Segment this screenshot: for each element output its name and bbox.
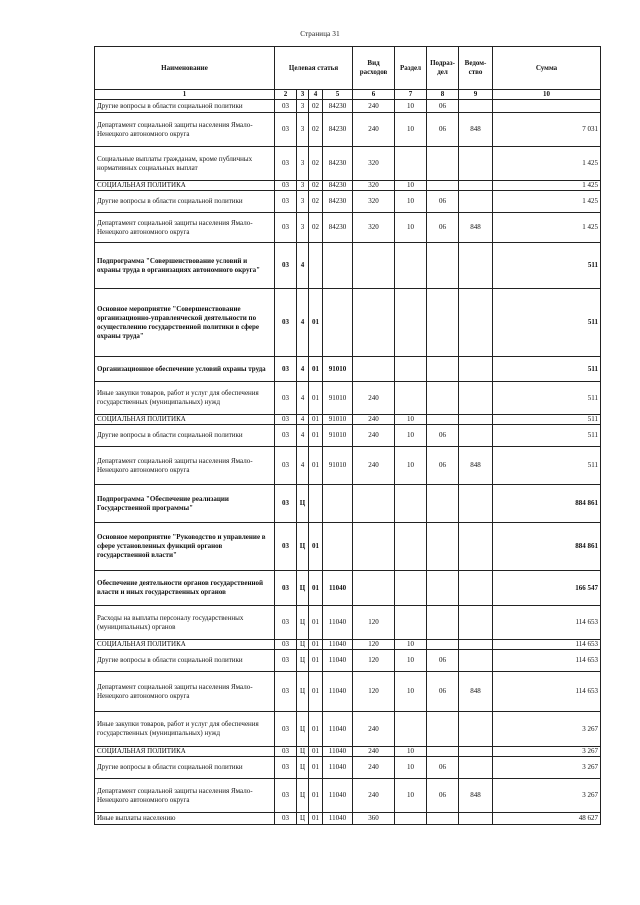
row-name: Организационное обеспечение условий охраны труда	[95, 357, 275, 382]
table-row	[95, 243, 601, 289]
sum-cell: 511	[493, 415, 601, 425]
department-cell	[459, 650, 493, 672]
target-code-subprogram: Ц	[297, 672, 309, 712]
target-code-subprogram: 3	[297, 213, 309, 243]
expense-type-cell: 360	[353, 813, 395, 825]
col-number: 7	[395, 90, 427, 100]
target-code-direction: 84230	[323, 213, 353, 243]
sum-cell: 3 267	[493, 757, 601, 779]
row-name: Обеспечение деятельности органов государственной власти и иных государственных органов	[95, 571, 275, 606]
row-name: Департамент социальной защиты населения Ямало-Ненецкого автономного округа	[95, 447, 275, 485]
header-section: Раздел	[395, 47, 427, 90]
section-cell: 10	[395, 415, 427, 425]
header-target-article: Целевая статья	[275, 47, 353, 90]
target-code-measure: 01	[309, 757, 323, 779]
department-cell	[459, 181, 493, 191]
target-code-program: 03	[275, 100, 297, 113]
table-row	[95, 672, 601, 712]
target-code-direction: 91010	[323, 382, 353, 415]
target-code-measure: 01	[309, 357, 323, 382]
expense-type-cell: 120	[353, 650, 395, 672]
expense-type-cell	[353, 357, 395, 382]
target-code-direction: 11040	[323, 712, 353, 747]
expense-type-cell	[353, 485, 395, 523]
target-code-measure: 02	[309, 100, 323, 113]
expense-type-cell: 240	[353, 100, 395, 113]
target-code-measure: 01	[309, 672, 323, 712]
target-code-direction: 11040	[323, 747, 353, 757]
department-cell	[459, 100, 493, 113]
expense-type-cell	[353, 289, 395, 357]
target-code-direction: 84230	[323, 147, 353, 181]
expense-type-cell: 240	[353, 113, 395, 147]
subsection-cell: 06	[427, 447, 459, 485]
subsection-cell: 06	[427, 191, 459, 213]
row-name: Иные закупки товаров, работ и услуг для обеспечения государственных (муниципальных) нужд	[95, 382, 275, 415]
target-code-subprogram: 4	[297, 289, 309, 357]
target-code-direction: 91010	[323, 447, 353, 485]
subsection-cell: 06	[427, 757, 459, 779]
row-name: Департамент социальной защиты населения Ямало-Ненецкого автономного округа	[95, 672, 275, 712]
target-code-measure: 02	[309, 181, 323, 191]
subsection-cell	[427, 357, 459, 382]
header-expense-type: Вид расходов	[353, 47, 395, 90]
subsection-cell	[427, 147, 459, 181]
section-cell: 10	[395, 113, 427, 147]
target-code-measure: 01	[309, 640, 323, 650]
header-department: Ведом-ство	[459, 47, 493, 90]
subsection-cell	[427, 606, 459, 640]
row-name: Департамент социальной защиты населения Ямало-Ненецкого автономного округа	[95, 213, 275, 243]
target-code-measure	[309, 485, 323, 523]
department-cell	[459, 191, 493, 213]
target-code-subprogram: Ц	[297, 571, 309, 606]
row-name: Основное мероприятие "Руководство и управление в сфере установленных функций органов государственной власти"	[95, 523, 275, 571]
row-name: СОЦИАЛЬНАЯ ПОЛИТИКА	[95, 415, 275, 425]
section-cell: 10	[395, 100, 427, 113]
sum-cell: 114 653	[493, 650, 601, 672]
target-code-direction: 84230	[323, 181, 353, 191]
department-cell	[459, 357, 493, 382]
target-code-measure: 01	[309, 650, 323, 672]
sum-cell: 511	[493, 357, 601, 382]
section-cell: 10	[395, 213, 427, 243]
row-name: СОЦИАЛЬНАЯ ПОЛИТИКА	[95, 181, 275, 191]
target-code-subprogram: Ц	[297, 757, 309, 779]
subsection-cell	[427, 523, 459, 571]
col-number: 9	[459, 90, 493, 100]
subsection-cell: 06	[427, 113, 459, 147]
row-name: Подпрограмма "Обеспечение реализации Государственной программы"	[95, 485, 275, 523]
target-code-subprogram: Ц	[297, 650, 309, 672]
department-cell	[459, 243, 493, 289]
subsection-cell: 06	[427, 779, 459, 813]
row-name: СОЦИАЛЬНАЯ ПОЛИТИКА	[95, 640, 275, 650]
subsection-cell	[427, 571, 459, 606]
target-code-program: 03	[275, 191, 297, 213]
target-code-measure	[309, 243, 323, 289]
target-code-program: 03	[275, 415, 297, 425]
sum-cell: 114 653	[493, 640, 601, 650]
table-row	[95, 747, 601, 757]
row-name: Иные выплаты населению	[95, 813, 275, 825]
page-label: Страница 31	[300, 30, 340, 38]
target-code-subprogram: Ц	[297, 485, 309, 523]
table-row	[95, 181, 601, 191]
table-row	[95, 485, 601, 523]
subsection-cell: 06	[427, 100, 459, 113]
target-code-subprogram: Ц	[297, 813, 309, 825]
table-row	[95, 712, 601, 747]
sum-cell: 1 425	[493, 213, 601, 243]
department-cell	[459, 425, 493, 447]
target-code-direction: 91010	[323, 357, 353, 382]
target-code-program: 03	[275, 357, 297, 382]
target-code-program: 03	[275, 447, 297, 485]
target-code-measure: 01	[309, 382, 323, 415]
subsection-cell	[427, 747, 459, 757]
target-code-program: 03	[275, 425, 297, 447]
sum-cell	[493, 100, 601, 113]
header-sum: Сумма	[493, 47, 601, 90]
target-code-direction: 11040	[323, 779, 353, 813]
col-number: 6	[353, 90, 395, 100]
section-cell: 10	[395, 650, 427, 672]
expense-type-cell: 240	[353, 382, 395, 415]
subsection-cell	[427, 813, 459, 825]
target-code-measure: 01	[309, 813, 323, 825]
target-code-program: 03	[275, 243, 297, 289]
budget-table	[94, 46, 601, 825]
expense-type-cell: 320	[353, 213, 395, 243]
expense-type-cell: 320	[353, 191, 395, 213]
table-header-row	[95, 47, 601, 90]
table-row	[95, 606, 601, 640]
target-code-direction	[323, 289, 353, 357]
section-cell: 10	[395, 425, 427, 447]
target-code-program: 03	[275, 485, 297, 523]
row-name: Департамент социальной защиты населения Ямало-Ненецкого автономного округа	[95, 779, 275, 813]
target-code-program: 03	[275, 779, 297, 813]
table-row	[95, 447, 601, 485]
expense-type-cell: 320	[353, 147, 395, 181]
department-cell: 848	[459, 113, 493, 147]
target-code-measure: 01	[309, 779, 323, 813]
row-name: Расходы на выплаты персоналу государственных (муниципальных) органов	[95, 606, 275, 640]
target-code-direction: 11040	[323, 640, 353, 650]
target-code-direction: 11040	[323, 650, 353, 672]
section-cell	[395, 382, 427, 415]
table-row	[95, 425, 601, 447]
sum-cell: 1 425	[493, 181, 601, 191]
target-code-program: 03	[275, 650, 297, 672]
table-row	[95, 382, 601, 415]
target-code-direction: 11040	[323, 571, 353, 606]
department-cell	[459, 147, 493, 181]
table-row	[95, 757, 601, 779]
table-row	[95, 213, 601, 243]
header-name: Наименование	[95, 47, 275, 90]
target-code-measure: 01	[309, 571, 323, 606]
table-row	[95, 523, 601, 571]
section-cell	[395, 813, 427, 825]
target-code-measure: 01	[309, 425, 323, 447]
target-code-direction: 91010	[323, 415, 353, 425]
expense-type-cell: 120	[353, 606, 395, 640]
row-name: Другие вопросы в области социальной политики	[95, 425, 275, 447]
department-cell	[459, 757, 493, 779]
target-code-program: 03	[275, 113, 297, 147]
sum-cell: 511	[493, 382, 601, 415]
target-code-direction: 84230	[323, 100, 353, 113]
sum-cell: 511	[493, 243, 601, 289]
table-row	[95, 191, 601, 213]
col-number: 1	[95, 90, 275, 100]
col-number: 8	[427, 90, 459, 100]
target-code-program: 03	[275, 382, 297, 415]
expense-type-cell: 240	[353, 779, 395, 813]
section-cell	[395, 571, 427, 606]
sum-cell: 48 627	[493, 813, 601, 825]
section-cell	[395, 289, 427, 357]
target-code-program: 03	[275, 523, 297, 571]
target-code-measure: 01	[309, 747, 323, 757]
expense-type-cell: 240	[353, 747, 395, 757]
section-cell	[395, 712, 427, 747]
target-code-direction: 11040	[323, 672, 353, 712]
department-cell	[459, 640, 493, 650]
sum-cell: 1 425	[493, 191, 601, 213]
section-cell	[395, 147, 427, 181]
subsection-cell	[427, 181, 459, 191]
table-row	[95, 100, 601, 113]
department-cell	[459, 813, 493, 825]
section-cell	[395, 485, 427, 523]
target-code-direction: 91010	[323, 425, 353, 447]
subsection-cell	[427, 712, 459, 747]
target-code-program: 03	[275, 181, 297, 191]
row-name: Иные закупки товаров, работ и услуг для обеспечения государственных (муниципальных) нужд	[95, 712, 275, 747]
target-code-subprogram: 4	[297, 447, 309, 485]
department-cell	[459, 485, 493, 523]
target-code-program: 03	[275, 213, 297, 243]
target-code-subprogram: 4	[297, 382, 309, 415]
target-code-direction: 11040	[323, 757, 353, 779]
table-row	[95, 813, 601, 825]
section-cell: 10	[395, 757, 427, 779]
target-code-measure: 01	[309, 289, 323, 357]
target-code-subprogram: 3	[297, 147, 309, 181]
sum-cell: 166 547	[493, 571, 601, 606]
department-cell	[459, 606, 493, 640]
section-cell: 10	[395, 672, 427, 712]
budget-sheet	[94, 46, 600, 825]
subsection-cell	[427, 640, 459, 650]
expense-type-cell: 240	[353, 425, 395, 447]
sum-cell: 3 267	[493, 712, 601, 747]
target-code-measure: 02	[309, 147, 323, 181]
sum-cell: 511	[493, 425, 601, 447]
target-code-direction: 84230	[323, 113, 353, 147]
target-code-program: 03	[275, 147, 297, 181]
target-code-subprogram: Ц	[297, 747, 309, 757]
department-cell: 848	[459, 213, 493, 243]
target-code-subprogram: 3	[297, 100, 309, 113]
table-row	[95, 640, 601, 650]
subsection-cell	[427, 382, 459, 415]
target-code-subprogram: Ц	[297, 712, 309, 747]
department-cell: 848	[459, 779, 493, 813]
department-cell	[459, 571, 493, 606]
sum-cell: 1 425	[493, 147, 601, 181]
target-code-direction: 84230	[323, 191, 353, 213]
target-code-program: 03	[275, 757, 297, 779]
section-cell: 10	[395, 191, 427, 213]
sum-cell: 884 861	[493, 523, 601, 571]
sum-cell: 114 653	[493, 672, 601, 712]
subsection-cell: 06	[427, 425, 459, 447]
section-cell: 10	[395, 747, 427, 757]
table-row	[95, 147, 601, 181]
col-number: 5	[323, 90, 353, 100]
expense-type-cell: 240	[353, 447, 395, 485]
department-cell	[459, 712, 493, 747]
target-code-program: 03	[275, 606, 297, 640]
section-cell: 10	[395, 779, 427, 813]
row-name: Департамент социальной защиты населения Ямало-Ненецкого автономного округа	[95, 113, 275, 147]
target-code-subprogram: 4	[297, 415, 309, 425]
col-number: 3	[297, 90, 309, 100]
row-name: Другие вопросы в области социальной политики	[95, 757, 275, 779]
table-row	[95, 113, 601, 147]
target-code-subprogram: Ц	[297, 523, 309, 571]
section-cell: 10	[395, 447, 427, 485]
target-code-program: 03	[275, 640, 297, 650]
target-code-subprogram: 4	[297, 425, 309, 447]
target-code-measure: 02	[309, 213, 323, 243]
table-row	[95, 357, 601, 382]
target-code-measure: 01	[309, 415, 323, 425]
subsection-cell	[427, 415, 459, 425]
subsection-cell	[427, 243, 459, 289]
target-code-direction: 11040	[323, 813, 353, 825]
target-code-subprogram: 4	[297, 243, 309, 289]
col-number: 10	[493, 90, 601, 100]
expense-type-cell	[353, 523, 395, 571]
expense-type-cell: 240	[353, 757, 395, 779]
subsection-cell: 06	[427, 650, 459, 672]
subsection-cell	[427, 485, 459, 523]
target-code-direction	[323, 243, 353, 289]
target-code-subprogram: 3	[297, 181, 309, 191]
col-number: 4	[309, 90, 323, 100]
header-subsection: Подраз-дел	[427, 47, 459, 90]
section-cell: 10	[395, 181, 427, 191]
target-code-program: 03	[275, 747, 297, 757]
expense-type-cell	[353, 571, 395, 606]
target-code-program: 03	[275, 571, 297, 606]
target-code-subprogram: 4	[297, 357, 309, 382]
subsection-cell: 06	[427, 672, 459, 712]
department-cell	[459, 523, 493, 571]
expense-type-cell: 120	[353, 640, 395, 650]
target-code-subprogram: Ц	[297, 640, 309, 650]
table-row	[95, 571, 601, 606]
expense-type-cell	[353, 243, 395, 289]
target-code-subprogram: 3	[297, 113, 309, 147]
target-code-measure: 02	[309, 191, 323, 213]
target-code-program: 03	[275, 813, 297, 825]
table-row	[95, 779, 601, 813]
department-cell	[459, 415, 493, 425]
subsection-cell: 06	[427, 213, 459, 243]
target-code-measure: 01	[309, 523, 323, 571]
target-code-program: 03	[275, 289, 297, 357]
table-body	[95, 100, 601, 825]
target-code-subprogram: Ц	[297, 779, 309, 813]
row-name: Другие вопросы в области социальной политики	[95, 100, 275, 113]
column-number-row	[95, 90, 601, 100]
expense-type-cell: 120	[353, 672, 395, 712]
department-cell	[459, 289, 493, 357]
target-code-measure: 01	[309, 447, 323, 485]
sum-cell: 511	[493, 289, 601, 357]
sum-cell: 511	[493, 447, 601, 485]
row-name: Другие вопросы в области социальной политики	[95, 191, 275, 213]
expense-type-cell: 240	[353, 415, 395, 425]
section-cell	[395, 357, 427, 382]
sum-cell: 3 267	[493, 747, 601, 757]
department-cell	[459, 747, 493, 757]
sum-cell: 7 031	[493, 113, 601, 147]
sum-cell: 3 267	[493, 779, 601, 813]
department-cell	[459, 382, 493, 415]
table-row	[95, 289, 601, 357]
target-code-measure: 02	[309, 113, 323, 147]
row-name: Основное мероприятие "Совершенствование организационно-управленческой деятельности по осуществлению государственной политики в сфере охраны труда"	[95, 289, 275, 357]
row-name: Социальные выплаты гражданам, кроме публичных нормативных социальных выплат	[95, 147, 275, 181]
department-cell: 848	[459, 672, 493, 712]
row-name: Подпрограмма "Совершенствование условий и охраны труда в организациях автономного округа"	[95, 243, 275, 289]
target-code-direction: 11040	[323, 606, 353, 640]
expense-type-cell: 320	[353, 181, 395, 191]
target-code-subprogram: 3	[297, 191, 309, 213]
table-row	[95, 650, 601, 672]
subsection-cell	[427, 289, 459, 357]
row-name: Другие вопросы в области социальной политики	[95, 650, 275, 672]
target-code-measure: 01	[309, 712, 323, 747]
target-code-subprogram: Ц	[297, 606, 309, 640]
department-cell: 848	[459, 447, 493, 485]
target-code-direction	[323, 523, 353, 571]
sum-cell: 114 653	[493, 606, 601, 640]
section-cell	[395, 523, 427, 571]
target-code-direction	[323, 485, 353, 523]
table-row	[95, 415, 601, 425]
target-code-measure: 01	[309, 606, 323, 640]
target-code-program: 03	[275, 672, 297, 712]
section-cell	[395, 606, 427, 640]
section-cell	[395, 243, 427, 289]
col-number: 2	[275, 90, 297, 100]
section-cell: 10	[395, 640, 427, 650]
row-name: СОЦИАЛЬНАЯ ПОЛИТИКА	[95, 747, 275, 757]
target-code-program: 03	[275, 712, 297, 747]
expense-type-cell: 240	[353, 712, 395, 747]
sum-cell: 884 861	[493, 485, 601, 523]
